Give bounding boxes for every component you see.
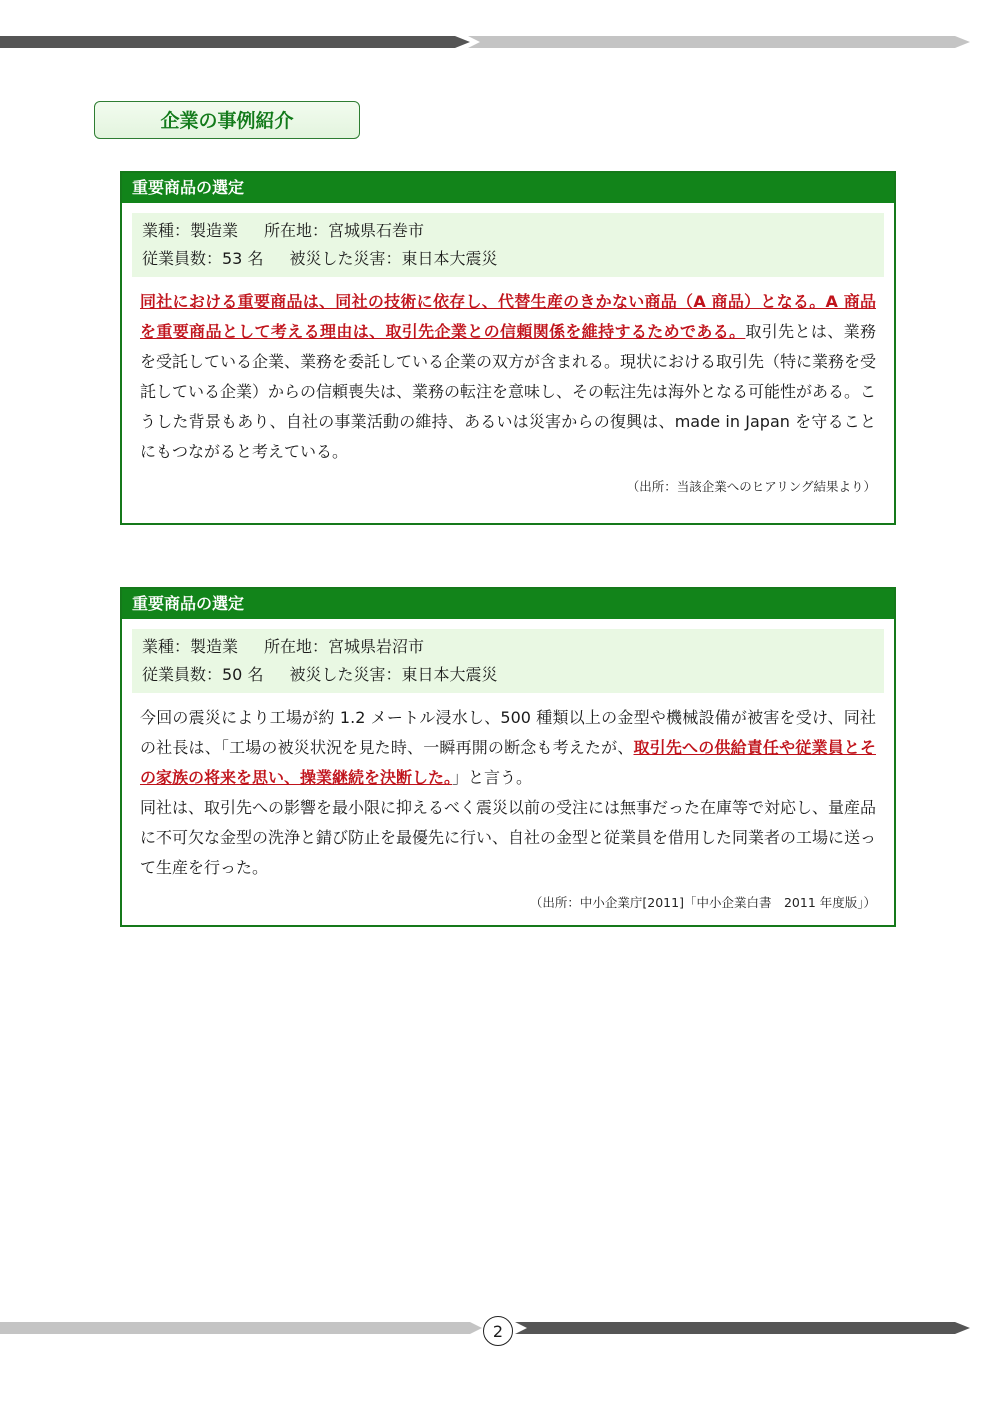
info-row-2 — [142, 245, 874, 273]
section-label: 企業の事例紹介 — [94, 101, 360, 139]
body-text: 取引先とは、業務を受託している企業、業務を委託している企業の双方が含まれる。現状における取引先（特に業務を受託している企業）からの信頼喪失は、業務の転注を意味し、その転注先は海外となる可能性がある。こうした背景もあり、自社の事業活動の維持、あるいは災害からの復興は、made in Japan を守ることにもつながると考えている。 — [140, 322, 877, 461]
disaster: 被災した災害：東日本大震災 — [289, 249, 498, 268]
info-row-1 — [142, 217, 874, 245]
industry: 業種：製造業 — [142, 221, 239, 240]
highlighted-text: 取引先への供給責任や従業員とその家族の将来を思い、操業継続を決断した。 — [140, 738, 876, 787]
case-title: 重要商品の選定 — [122, 589, 894, 619]
case-body — [140, 703, 876, 883]
source-note: （出所：当該企業へのヒアリング結果より） — [626, 479, 876, 494]
company-info — [132, 629, 884, 693]
location: 所在地：宮城県岩沼市 — [264, 637, 425, 656]
disaster: 被災した災害：東日本大震災 — [289, 665, 498, 684]
case-study-box-1 — [120, 171, 896, 525]
body-paragraph-2: 同社は、取引先への影響を最小限に抑えるべく震災以前の受注には無事だった在庫等で対応し、量産品に不可欠な金型の洗浄と錆び防止を最優先に行い、自社の金型と従業員を借用した同業者の工場に送って生産を行った。 — [140, 798, 877, 877]
info-row-1 — [142, 633, 874, 661]
case-study-box-2 — [120, 587, 896, 927]
location: 所在地：宮城県石巻市 — [264, 221, 425, 240]
info-row-2 — [142, 661, 874, 689]
employees: 従業員数：50 名 — [142, 665, 264, 684]
company-info — [132, 213, 884, 277]
header-decoration — [0, 30, 1000, 54]
body-paragraph-1 — [140, 703, 876, 793]
page-number: 2 — [483, 1316, 513, 1346]
employees: 従業員数：53 名 — [142, 249, 264, 268]
highlighted-text: 同社における重要商品は、同社の技術に依存し、代替生産のきかない商品（A 商品）となる。A 商品を重要商品として考える理由は、取引先企業との信頼関係を維持するためである。 — [140, 292, 876, 341]
body-text-end: 」と言う。 — [452, 768, 533, 787]
industry: 業種：製造業 — [142, 637, 239, 656]
body-text: 今回の震災により工場が約 1.2 メートル浸水し、500 種類以上の金型や機械設備が被害を受け、同社の社長は、「工場の被災状況を見た時、一瞬再開の断念も考えたが、 — [140, 708, 876, 757]
source-note: （出所：中小企業庁[2011]「中小企業白書 2011 年度版」） — [529, 895, 876, 910]
case-body — [140, 287, 876, 467]
case-title: 重要商品の選定 — [122, 173, 894, 203]
